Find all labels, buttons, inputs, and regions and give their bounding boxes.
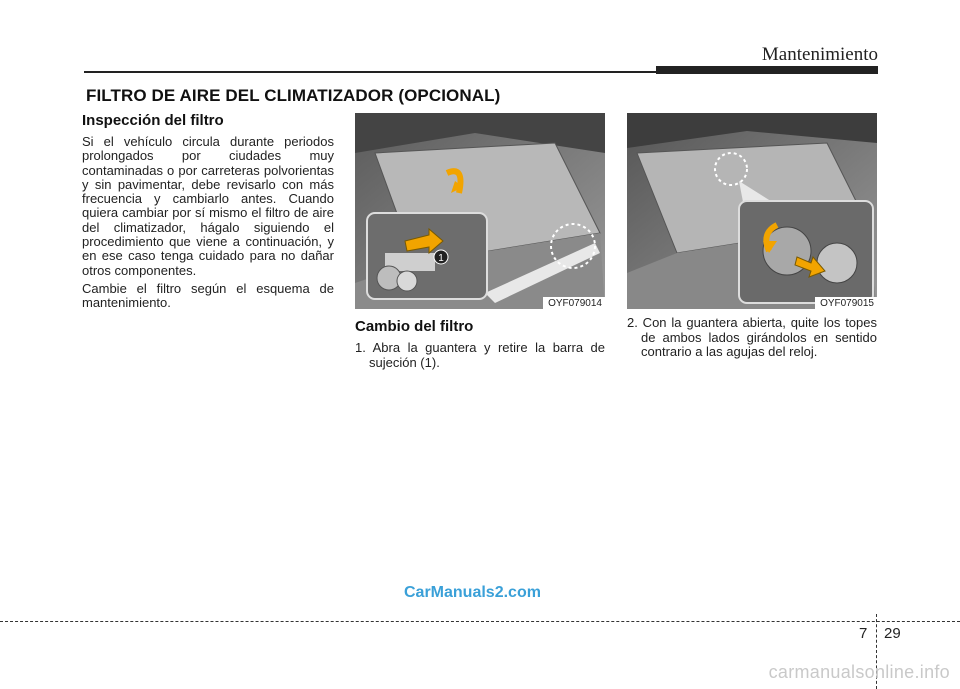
site-watermark: carmanualsonline.info <box>768 662 950 682</box>
step-1: 1. Abra la guantera y retire la barra de sujeción (1). <box>355 340 605 370</box>
header-rule <box>84 71 656 73</box>
figure-code: OYF079015 <box>815 297 877 309</box>
change-heading: Cambio del filtro <box>355 318 474 335</box>
header-title: Mantenimiento <box>761 44 878 65</box>
figure-glovebox-bar <box>355 113 605 309</box>
section-title: FILTRO DE AIRE DEL CLIMATIZADOR (OPCIONAL) <box>86 86 501 105</box>
watermark-link[interactable]: CarManuals2.com <box>404 584 541 601</box>
inspection-heading: Inspección del filtro <box>82 112 224 129</box>
footer-rule <box>0 621 960 622</box>
inspection-paragraph-2: Cambie el filtro según el esquema de mantenimiento. <box>82 280 334 311</box>
page-number: 29 <box>884 625 901 642</box>
header-bar <box>656 66 878 74</box>
inspection-section <box>82 112 334 315</box>
chapter-number: 7 <box>859 625 868 642</box>
figure-glovebox-stopper <box>627 113 877 309</box>
step-2: 2. Con la guantera abierta, quite los topes de ambos lados girándolos en sentido contrario a las agujas del reloj. <box>627 315 877 359</box>
glovebox-illustration <box>355 113 605 309</box>
inspection-paragraph-1: Si el vehículo circula durante periodos prolongados por ciudades muy contaminadas o por carreteras polvorientas y sin pavimentar, debe revisarlo con más frecuencia y cambiarlo antes. Cuando quiera cambiar por sí mismo el filtro de aire del climatizador, hágalo siguiendo el procedimiento que viene a continuación, y en ese caso tenga cuidado para no dañar otros componentes. <box>82 134 334 278</box>
change-step-2-section <box>627 316 877 360</box>
callout-number: 1 <box>438 253 444 264</box>
change-section <box>355 318 605 370</box>
figure-code: OYF079014 <box>543 297 605 309</box>
stopper-illustration <box>627 113 877 309</box>
